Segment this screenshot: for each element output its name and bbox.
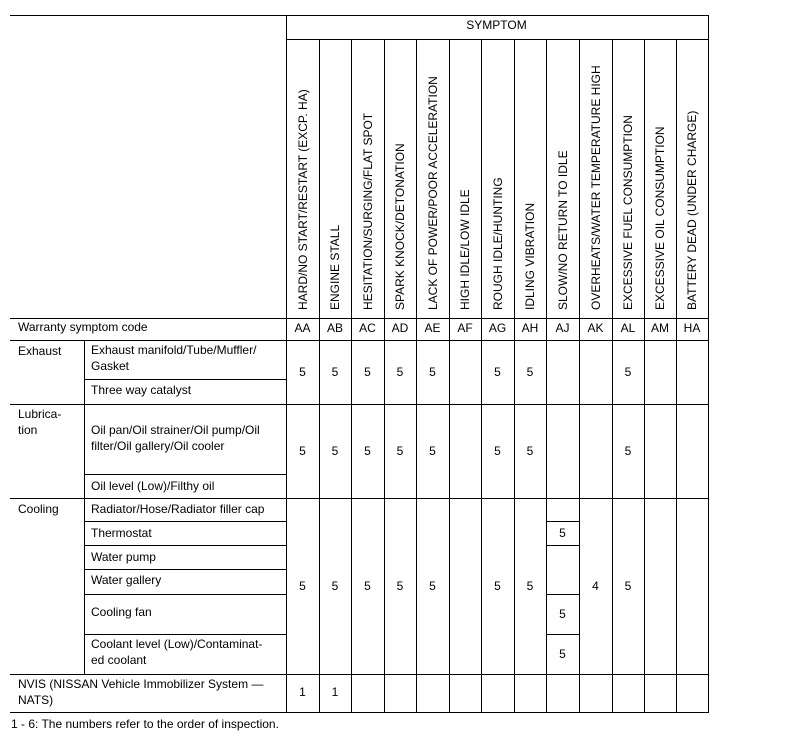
order-value: 5 xyxy=(624,579,632,593)
aj-cell-line xyxy=(546,521,579,522)
item-label: Oil level (Low)/Filthy oil xyxy=(91,479,215,493)
aj-order-value: 5 xyxy=(559,607,566,621)
symptom-header-11: EXCESSIVE FUEL CONSUMPTION xyxy=(621,115,635,310)
order-value: 5 xyxy=(364,579,371,593)
header-bottom-line xyxy=(10,318,709,319)
order-value: 5 xyxy=(331,365,339,379)
order-value: 5 xyxy=(429,444,436,458)
warranty-code: AA xyxy=(294,321,311,335)
group-divider-line xyxy=(10,498,709,499)
order-value: 5 xyxy=(526,444,534,458)
warranty-code: AB xyxy=(326,321,343,335)
order-value: 5 xyxy=(396,444,404,458)
order-value: 5 xyxy=(494,579,501,593)
symptom-header-12: EXCESSIVE OIL CONSUMPTION xyxy=(653,126,667,310)
symptom-header-line xyxy=(286,39,709,40)
symptom-header-8: IDLING VIBRATION xyxy=(523,202,537,310)
symptom-header-5: LACK OF POWER/POOR ACCELERATION xyxy=(425,76,440,310)
group-divider-line xyxy=(10,404,709,405)
order-value: 5 xyxy=(364,444,371,458)
group-divider-line xyxy=(10,674,709,675)
symptom-header: SYMPTOM xyxy=(466,18,527,32)
item-label: Water pump xyxy=(91,550,156,564)
symptom-header-10: OVERHEATS/WATER TEMPERATURE HIGH xyxy=(588,65,603,310)
warranty-code-label: Warranty symptom code xyxy=(18,320,148,334)
item-label: Coolant level (Low)/Contaminat- xyxy=(91,637,263,651)
code-row-bottom-line xyxy=(10,340,709,341)
order-value: 5 xyxy=(526,365,534,379)
nvis-value: 1 xyxy=(331,685,339,699)
item-divider-line xyxy=(84,594,286,595)
item-label: Exhaust manifold/Tube/Muffler/ xyxy=(91,343,257,357)
warranty-code: AF xyxy=(457,321,473,335)
footnote: 1 - 6: The numbers refer to the order of inspection. xyxy=(11,717,279,731)
order-value: 5 xyxy=(494,444,501,458)
order-value: 5 xyxy=(624,444,632,458)
aj-order-value: 5 xyxy=(559,647,566,661)
warranty-code: AK xyxy=(587,321,604,335)
column-line xyxy=(449,39,450,713)
group-label: tion xyxy=(18,423,38,437)
order-value: 5 xyxy=(396,365,404,379)
column-line xyxy=(644,39,645,713)
group-label: Exhaust xyxy=(18,344,62,358)
item-divider-line xyxy=(84,521,286,522)
symptom-header-4: SPARK KNOCK/DETONATION xyxy=(393,143,407,310)
item-label: Radiator/Hose/Radiator filler cap xyxy=(91,502,265,516)
aj-cell-line xyxy=(546,545,579,546)
nvis-label: NVIS (NISSAN Vehicle Immobilizer System — xyxy=(18,677,264,691)
symptom-header-13: BATTERY DEAD (UNDER CHARGE) xyxy=(685,110,699,310)
warranty-code: AD xyxy=(391,321,409,335)
column-line xyxy=(579,39,580,713)
item-divider-line xyxy=(84,634,286,635)
symptom-header-3: HESITATION/SURGING/FLAT SPOT xyxy=(360,112,375,310)
order-value: 5 xyxy=(299,579,306,593)
item-divider-line xyxy=(84,569,286,570)
item-label: Thermostat xyxy=(91,526,152,540)
order-value: 5 xyxy=(364,365,371,379)
item-label: Water gallery xyxy=(91,573,162,587)
item-label: Cooling fan xyxy=(91,605,152,619)
warranty-code: AE xyxy=(424,321,441,335)
order-value: 5 xyxy=(526,579,534,593)
column-line xyxy=(708,15,709,713)
order-value: 5 xyxy=(429,365,436,379)
order-value: 5 xyxy=(396,579,404,593)
warranty-code: AG xyxy=(488,321,507,335)
aj-order-value: 5 xyxy=(559,526,566,540)
aj-cell-line xyxy=(546,634,579,635)
warranty-code: AL xyxy=(620,321,636,335)
symptom-header-2: ENGINE STALL xyxy=(328,224,342,310)
warranty-code: AH xyxy=(521,321,539,335)
order-value: 5 xyxy=(299,444,306,458)
order-value: 5 xyxy=(331,444,339,458)
group-label: Cooling xyxy=(18,502,59,516)
symptom-header-9: SLOW/NO RETURN TO IDLE xyxy=(555,150,570,310)
warranty-code: HA xyxy=(683,321,701,335)
symptom-header-7: ROUGH IDLE/HUNTING xyxy=(490,177,505,310)
order-value: 5 xyxy=(429,579,436,593)
warranty-code: AC xyxy=(359,321,376,335)
item-label: ed coolant xyxy=(91,653,147,667)
subcategory-line xyxy=(84,340,85,674)
group-label: Lubrica- xyxy=(18,407,62,421)
table-bottom-line xyxy=(10,712,709,713)
symptom-header-6: HIGH IDLE/LOW IDLE xyxy=(458,189,472,310)
warranty-code: AJ xyxy=(555,321,570,335)
table-top-line xyxy=(10,15,709,16)
aj-cell-line xyxy=(546,594,579,595)
order-value: 4 xyxy=(592,579,599,593)
symptom-header-1: HARD/NO START/RESTART (EXCP. HA) xyxy=(295,89,310,310)
nvis-value: 1 xyxy=(299,685,306,699)
item-label: Oil pan/Oil strainer/Oil pump/Oil xyxy=(91,423,260,437)
order-value: 5 xyxy=(299,365,306,379)
order-value: 5 xyxy=(494,365,501,379)
item-divider-line xyxy=(84,474,286,475)
column-line xyxy=(676,39,677,713)
item-divider-line xyxy=(84,545,286,546)
item-label: Gasket xyxy=(91,359,130,373)
order-value: 5 xyxy=(331,579,339,593)
item-label: Three way catalyst xyxy=(91,383,192,397)
order-value: 5 xyxy=(624,365,632,379)
nvis-label: NATS) xyxy=(18,693,54,707)
item-divider-line xyxy=(84,379,286,380)
warranty-code: AM xyxy=(651,321,669,335)
item-label: filter/Oil gallery/Oil cooler xyxy=(91,439,225,453)
